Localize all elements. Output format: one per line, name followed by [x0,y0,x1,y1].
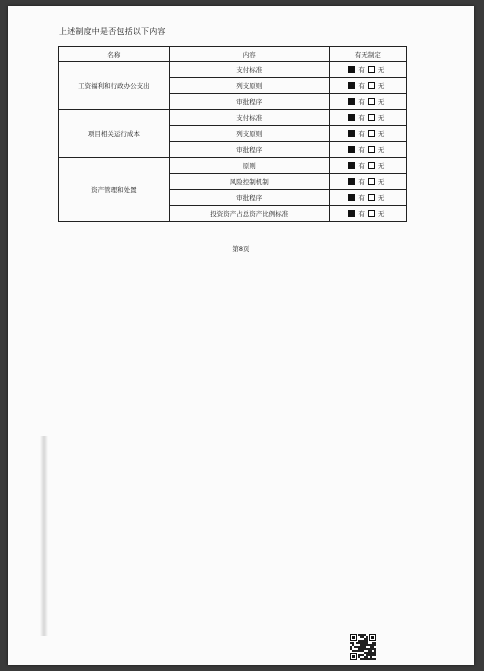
status-cell [329,206,406,222]
content-cell: 审批程序 [169,142,329,158]
checked-box-icon [348,82,355,89]
unchecked-box-icon [368,146,375,153]
status-cell [329,110,406,126]
option-no-label: 无 [377,146,385,154]
status-cell [329,62,406,78]
checked-box-icon [348,194,355,201]
option-no-label: 无 [377,82,385,90]
content-cell: 支付标准 [169,62,329,78]
unchecked-box-icon [368,130,375,137]
category-cell: 工资福利和行政办公支出 [59,62,170,110]
scan-shadow [40,436,48,636]
content-cell: 风险控制机制 [169,174,329,190]
option-no-label: 无 [377,114,385,122]
option-yes-label: 有 [358,194,365,202]
checked-box-icon [348,210,355,217]
option-yes-label: 有 [358,66,365,74]
option-yes-label: 有 [358,146,365,154]
table-header-row [59,47,407,62]
intro-text: 上述制度中是否包括以下内容 [59,27,166,36]
content-cell: 审批程序 [169,190,329,206]
unchecked-box-icon [368,178,375,185]
content-cell: 审批程序 [169,94,329,110]
header-name: 名称 [59,47,170,62]
checked-box-icon [348,66,355,73]
checked-box-icon [348,162,355,169]
status-cell [329,78,406,94]
checked-box-icon [348,98,355,105]
option-yes-label: 有 [358,114,365,122]
checked-box-icon [348,146,355,153]
checked-box-icon [348,178,355,185]
table-row [59,158,407,174]
unchecked-box-icon [368,162,375,169]
status-cell [329,190,406,206]
unchecked-box-icon [368,194,375,201]
content-cell: 支付标准 [169,110,329,126]
option-yes-label: 有 [358,162,365,170]
status-cell [329,142,406,158]
table-row [59,110,407,126]
document-page [8,6,474,665]
content-cell: 投资资产占总资产比例标准 [169,206,329,222]
option-yes-label: 有 [358,130,365,138]
unchecked-box-icon [368,210,375,217]
table-row [59,62,407,78]
option-no-label: 无 [377,130,385,138]
category-cell: 资产管理和处置 [59,158,170,222]
option-no-label: 无 [377,210,385,218]
option-yes-label: 有 [358,210,365,218]
content-cell: 列支原则 [169,78,329,94]
option-yes-label: 有 [358,98,365,106]
option-yes-label: 有 [358,178,365,186]
header-content: 内容 [169,47,329,62]
unchecked-box-icon [368,66,375,73]
option-no-label: 无 [377,194,385,202]
status-cell [329,158,406,174]
category-cell: 项目相关运行成本 [59,110,170,158]
unchecked-box-icon [368,82,375,89]
checked-box-icon [348,114,355,121]
checked-box-icon [348,130,355,137]
option-yes-label: 有 [358,82,365,90]
header-status: 有无制定 [329,47,406,62]
content-cell: 列支原则 [169,126,329,142]
policy-table [58,46,407,222]
page-number: 第8页 [232,245,250,253]
status-cell [329,174,406,190]
option-no-label: 无 [377,162,385,170]
option-no-label: 无 [377,178,385,186]
status-cell [329,126,406,142]
qr-code-icon [350,634,376,660]
status-cell [329,94,406,110]
option-no-label: 无 [377,66,385,74]
content-cell: 原则 [169,158,329,174]
option-no-label: 无 [377,98,385,106]
unchecked-box-icon [368,114,375,121]
unchecked-box-icon [368,98,375,105]
